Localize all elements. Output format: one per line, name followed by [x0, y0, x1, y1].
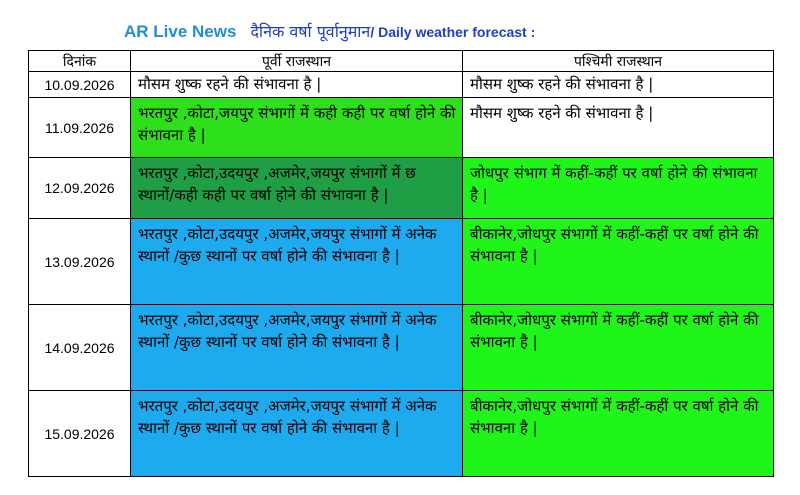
table-row — [29, 391, 774, 477]
table-row — [29, 72, 774, 98]
brand-name: AR Live News — [124, 22, 237, 41]
date-cell: 14.09.2026 — [29, 305, 131, 391]
table-row — [29, 98, 774, 158]
table-row — [29, 305, 774, 391]
date-cell: 13.09.2026 — [29, 219, 131, 305]
date-cell: 10.09.2026 — [29, 72, 131, 98]
date-cell: 12.09.2026 — [29, 158, 131, 219]
east-forecast-cell: भरतपुर ,कोटा,जयपुर संभागों में कही कही पर वर्षा होने की संभावना है | — [131, 98, 463, 158]
forecast-table — [28, 50, 774, 477]
west-forecast-cell: बीकानेर,जोधपुर संभागों में कहीं-कहीं पर वर्षा होने की संभावना है | — [463, 391, 774, 477]
column-header-date: दिनांक — [29, 51, 131, 72]
page-title-hindi: दैनिक वर्षा पूर्वानुमान — [250, 22, 371, 41]
west-forecast-cell: मौसम शुष्क रहने की संभावना है | — [463, 72, 774, 98]
west-forecast-cell: मौसम शुष्क रहने की संभावना है | — [463, 98, 774, 158]
column-header-east-rajasthan: पूर्वी राजस्थान — [131, 51, 463, 72]
west-forecast-cell: बीकानेर,जोधपुर संभागों में कहीं-कहीं पर वर्षा होने की संभावना है | — [463, 219, 774, 305]
table-row — [29, 158, 774, 219]
table-row — [29, 219, 774, 305]
table-header-row — [29, 51, 774, 72]
east-forecast-cell: भरतपुर ,कोटा,उदयपुर ,अजमेर,जयपुर संभागों में अनेक स्थानों /कुछ स्थानों पर वर्षा होने की संभावना है | — [131, 305, 463, 391]
east-forecast-cell: भरतपुर ,कोटा,उदयपुर ,अजमेर,जयपुर संभागों में अनेक स्थानों /कुछ स्थानों पर वर्षा होने की संभावना है | — [131, 219, 463, 305]
east-forecast-cell: भरतपुर ,कोटा,उदयपुर ,अजमेर,जयपुर संभागों में छ स्थानों/कही कही पर वर्षा होने की संभावना है | — [131, 158, 463, 219]
page-title-english: / Daily weather forecast : — [370, 24, 536, 40]
date-cell: 15.09.2026 — [29, 391, 131, 477]
page-header — [124, 20, 535, 42]
east-forecast-cell: भरतपुर ,कोटा,उदयपुर ,अजमेर,जयपुर संभागों में अनेक स्थानों /कुछ स्थानों पर वर्षा होने की संभावना है | — [131, 391, 463, 477]
date-cell: 11.09.2026 — [29, 98, 131, 158]
west-forecast-cell: बीकानेर,जोधपुर संभागों में कहीं-कहीं पर वर्षा होने की संभावना है | — [463, 305, 774, 391]
east-forecast-cell: मौसम शुष्क रहने की संभावना है | — [131, 72, 463, 98]
west-forecast-cell: जोधपुर संभाग में कहीं-कहीं पर वर्षा होने की संभावना है | — [463, 158, 774, 219]
column-header-west-rajasthan: पश्चिमी राजस्थान — [463, 51, 774, 72]
